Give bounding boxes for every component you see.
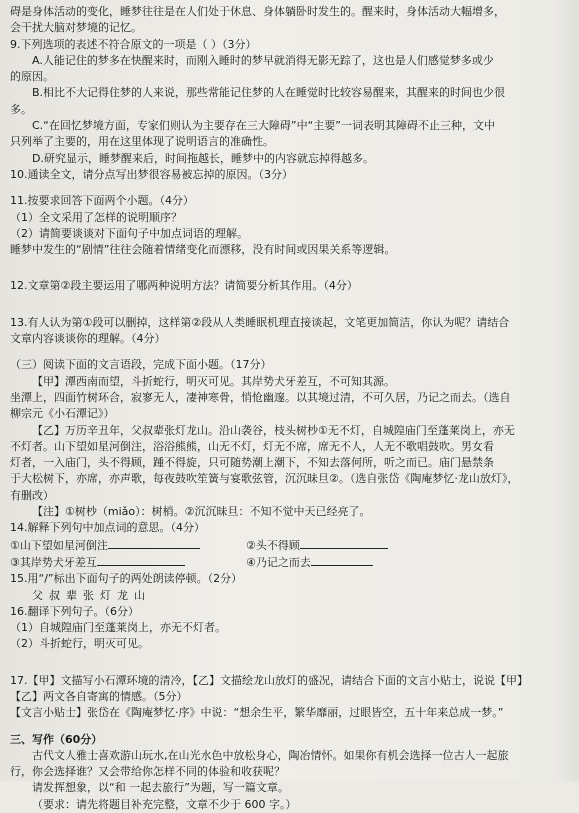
answer-blank[interactable] [97, 554, 185, 566]
passage-line: 会干扰大脑对梦境的记忆。 [10, 21, 142, 35]
annotation-note: 【注】①树杪（miǎo）：树梢。②沉沉昧旦：不知不觉中天已经亮了。 [32, 505, 371, 519]
writing-requirement: （要求：请先将题目补充完整，文章不少于 600 字。） [32, 797, 297, 811]
question-10: 10.通读全文，请分点写出梦很容易被忘掉的原因。（3分） [10, 167, 293, 181]
question-13-cont: 文章内容谈谈你的理解。（4分） [10, 332, 166, 346]
passage-yi-source: 有删改） [10, 488, 54, 502]
option-d: D.研究显示，睡梦醒来后，时间拖越长，睡梦中的内容就忘掉得越多。 [32, 151, 374, 165]
question-16-part1: （1）自城隍庙门至蓬莱岗上，亦无不灯者。 [10, 621, 226, 635]
classical-tip: 【文言小贴士】张岱在《陶庵梦忆·序》中说：“想余生平，繁华靡丽，过眼皆空，五十年来总成一梦。” [10, 706, 504, 720]
question-16-part2: （2）斗折蛇行，明灭可见。 [10, 637, 149, 651]
passage-line: 碍是身体活动的变化，睡梦往往是在人们处于休息、身体躺卧时发生的。醒来时，身体活动大幅增多， [10, 5, 505, 18]
question-13: 13.有人认为第①段可以删掉，这样第②段从人类睡眠机理直接谈起，文笔更加简洁，你认为呢？请结合 [10, 315, 510, 329]
option-b-cont: 多。 [10, 102, 32, 116]
question-15-sentence: 父叔辈张灯龙山 [32, 588, 151, 602]
section-3-title: （三）阅读下面的文言语段，完成下面小题。（17分） [10, 358, 272, 372]
question-11: 11.按要求回答下面两个小题。（4分） [10, 194, 194, 208]
question-17-cont: 【乙】两文各自寄寓的情感。（5分） [10, 689, 188, 703]
question-14-row1 [10, 537, 571, 554]
question-12: 12.文章第②段主要运用了哪两种说明方法？请简要分析其作用。（4分） [10, 279, 358, 293]
item-2: ②头不得顾 [246, 538, 300, 552]
passage-yi-line: 不灯者。山下望如星河倒注，浴浴熊熊，山无不灯，灯无不席，席无不人，人无不歌唱鼓吹。男女看 [10, 439, 494, 453]
option-a-cont: 的原因。 [10, 70, 54, 84]
passage-yi-line: 于大松树下，亦席，亦声歌，每夜鼓吹笙簧与宴歌弦管，沉沉昧旦②。（选自张岱《陶庵梦忆·龙山放灯》， [10, 472, 519, 486]
writing-instruction: 请发挥想象，以“和 一起去旅行”为题，写一篇文章。 [32, 781, 289, 795]
answer-blank[interactable] [311, 554, 373, 566]
writing-section-title: 三、写作（60分） [10, 732, 103, 746]
passage-jia-line: 坐潭上，四面竹树环合，寂寥无人，凄神寒骨，悄怆幽邃。以其境过清，不可久居，乃记之而去。（选自 [10, 390, 511, 404]
question-11-part1: （1）全文采用了怎样的说明顺序？ [10, 210, 182, 224]
question-15: 15.用“/”标出下面句子的两处朗读停顿。（2分） [10, 572, 243, 586]
answer-blank[interactable] [300, 537, 388, 549]
question-14: 14.解释下列句中加点词的意思。（4分） [10, 521, 205, 535]
option-b: B.相比不大记得住梦的人来说，那些常能记住梦的人在睡觉时比较容易醒来，其醒来的时间也少很 [32, 86, 506, 100]
question-16: 16.翻译下列句子。（6分） [10, 604, 139, 618]
item-3: ③其岸势犬牙差互 [10, 555, 97, 569]
question-9: 9.下列选项的表述不符合原文的一项是（ ）（3分） [10, 37, 257, 51]
question-14-row2 [10, 554, 571, 571]
question-11-sentence: 睡梦中发生的“剧情”往往会随着情绪变化而漂移，没有时间或因果关系等逻辑。 [10, 243, 396, 257]
option-c-cont: 只列举了主要的，用在这里体现了说明语言的准确性。 [10, 135, 274, 149]
item-4: ④乃记之而去 [246, 555, 311, 569]
option-a: A.人能记住的梦多在快醒来时，而刚入睡时的梦早就消得无影无踪了，这也是人们感觉梦多或少 [32, 53, 494, 67]
passage-jia-source: 柳宗元《小石潭记》） [10, 407, 115, 421]
writing-prompt-cont: 行，你会选择谁？又会带给你怎样不同的体验和收获呢？ [10, 765, 285, 779]
passage-yi: 【乙】万历辛丑年，父叔辈张灯龙山。沿山袭谷，枝头树杪①无不灯，自城隍庙门至蓬莱岗上，亦无 [32, 423, 515, 437]
answer-blank[interactable] [108, 537, 200, 549]
question-11-part2: （2）请简要谈谈对下面句子中加点词语的理解。 [10, 226, 248, 240]
passage-jia: 【甲】潭西南而望，斗折蛇行，明灭可见。其岸势犬牙差互，不可知其源。 [32, 374, 395, 388]
question-17: 17.【甲】文描写小石潭环境的清冷，【乙】文描绘龙山放灯的盛况，请结合下面的文言小贴士，说说【甲】 [10, 673, 528, 687]
passage-yi-line: 灯者，一入庙门，头不得顾，踵不得旋，只可随势潮上潮下，不知去落何所，听之而已。庙门悬禁条 [10, 456, 494, 470]
option-c: C.“在回忆梦境方面，专家们则认为主要存在三大障碍”中“主要”一词表明其障碍不止三种，文中 [32, 119, 495, 133]
writing-prompt: 古代文人雅士喜欢游山玩水,在山光水色中放松身心，陶冶情怀。如果你有机会选择一位古人一起旅 [32, 748, 509, 762]
item-1: ①山下望如星河倒注 [10, 538, 108, 552]
